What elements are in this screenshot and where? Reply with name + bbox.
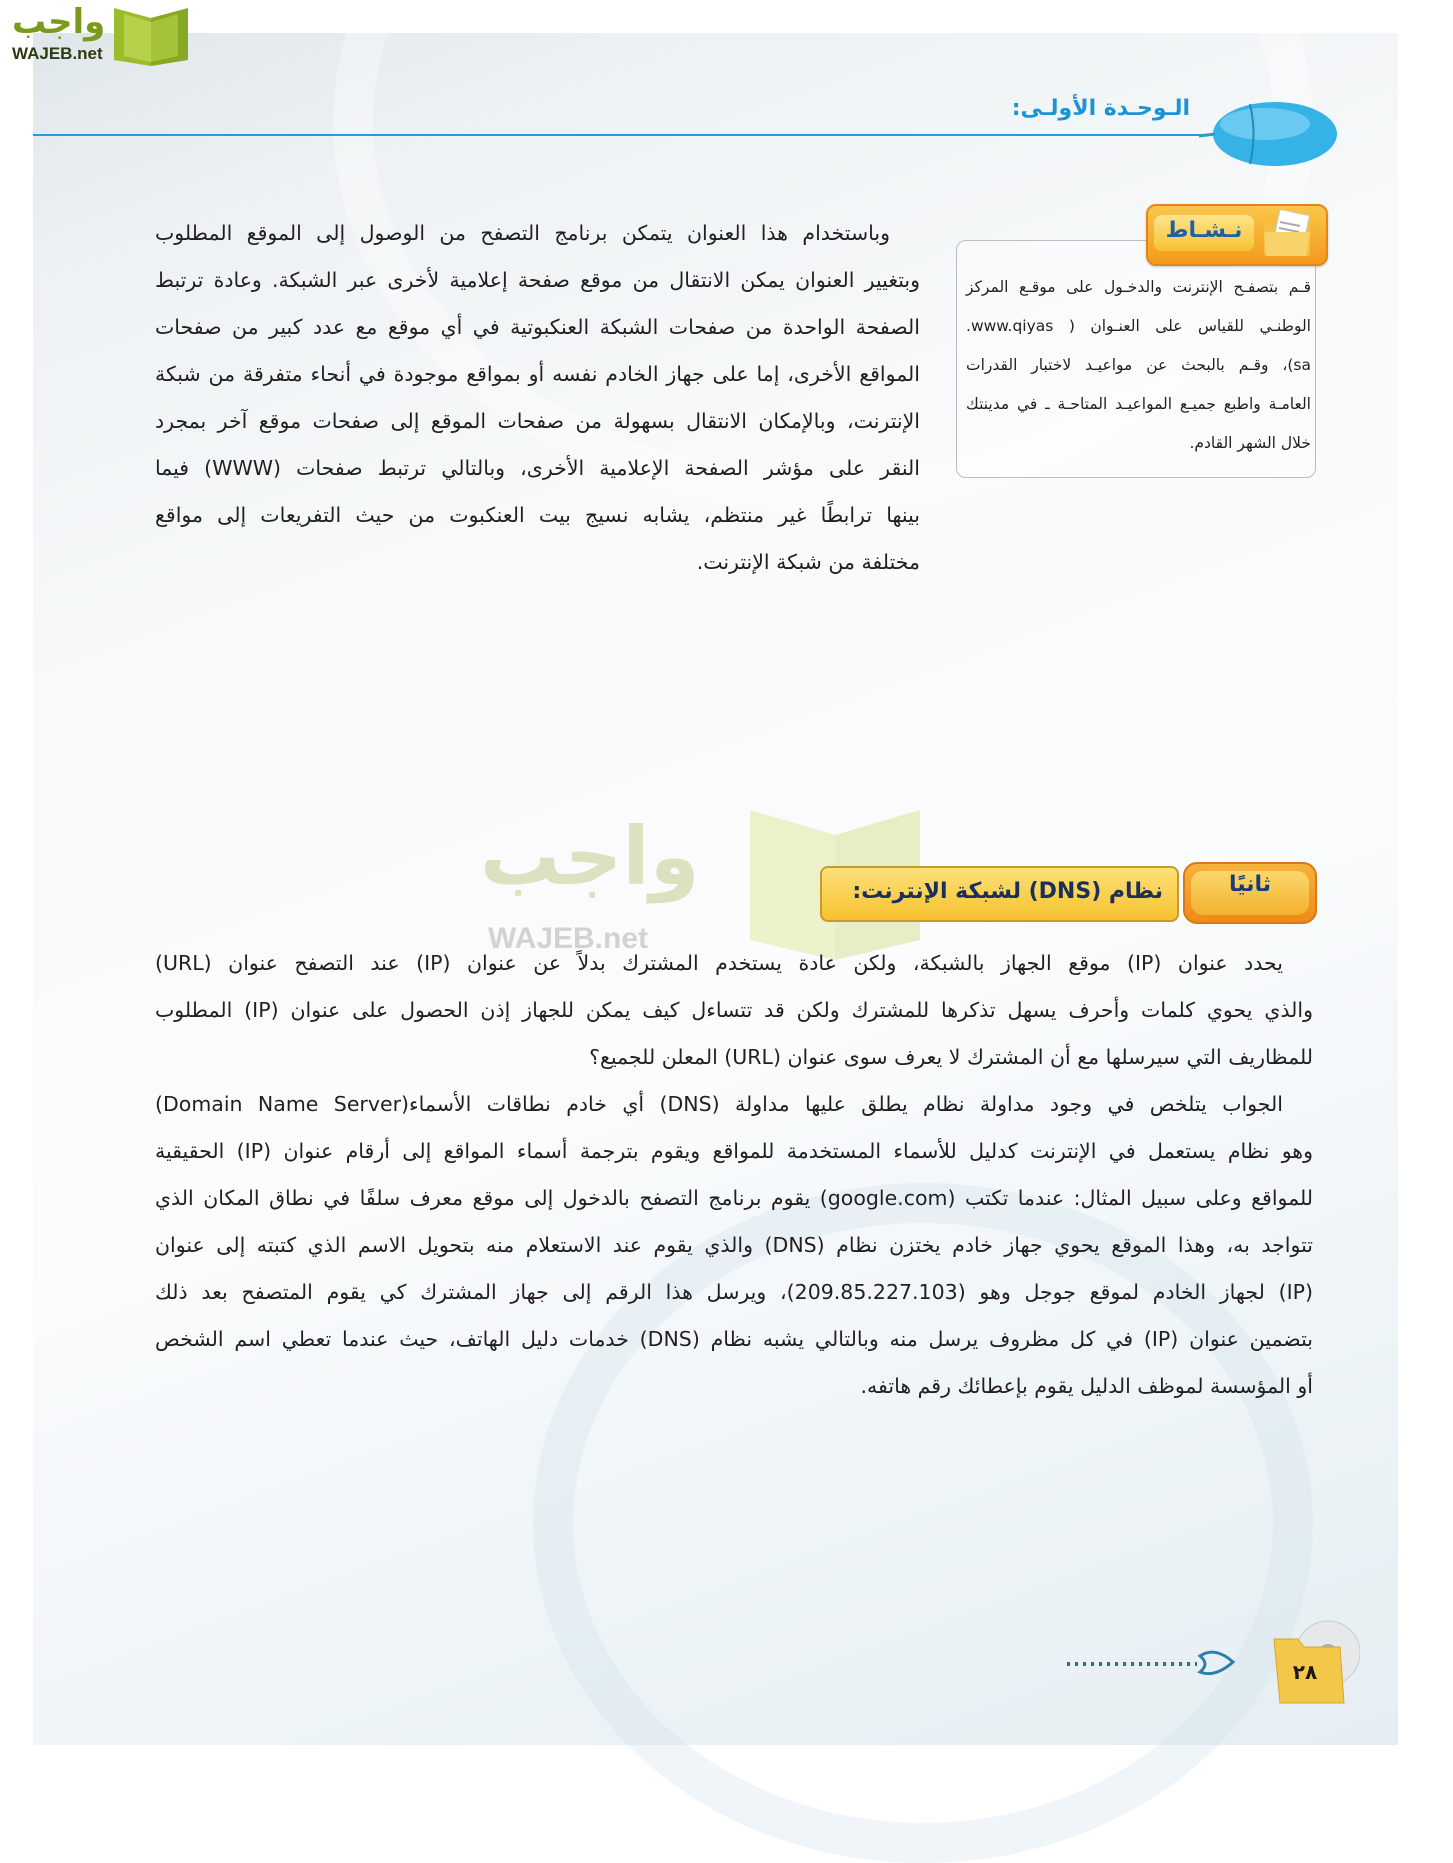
book-icon bbox=[110, 6, 192, 68]
activity-line: sa)، وقـم بالبحث عن مواعيـد لاختبار القدرات bbox=[966, 356, 1311, 374]
logo-english: WAJEB.net bbox=[12, 44, 103, 63]
text-line: مختلفة من شبكة الإنترنت. bbox=[696, 550, 920, 574]
text-line: والذي يحوي كلمات وأحرف يسهل تذكرها للمشترك ولكن قد تتساءل كيف يمكن للجهاز إذن الحصول على عنوان (IP) المطلوب bbox=[155, 998, 1313, 1022]
text-line: بينها ترابطًا غير منتظم، يشابه نسيج بيت العنكبوت من حيث التفريعات إلى مواقع bbox=[155, 503, 920, 527]
text-line: وبتغيير العنوان يمكن الانتقال من موقع صفحة إعلامية لأخرى عبر الشبكة. وعادة ترتبط bbox=[155, 268, 920, 292]
page-number: ٢٨ bbox=[1292, 1660, 1318, 1684]
header-divider bbox=[33, 134, 1223, 136]
text-line: الإنترنت، وبالإمكان الانتقال بسهولة من صفحات الموقع إلى صفحات موقع آخر بمجرد bbox=[155, 409, 920, 433]
paragraph-ip-url bbox=[155, 940, 1313, 1081]
activity-line: الوطنـي للقياس على العنـوان ( www.qiyas. bbox=[966, 317, 1311, 335]
activity-text bbox=[966, 268, 1311, 463]
text-line: للمواقع وعلى سبيل المثال: عندما تكتب (google.com) يقوم برنامج التصفح بالدخول إلى موقع معرف سلفًا في نطاق المكان الذي bbox=[155, 1186, 1313, 1210]
watermark-arabic: واجب bbox=[480, 810, 700, 903]
text-line: النقر على مؤشر الصفحة الإعلامية الأخرى، وبالتالي ترتبط صفحات (WWW) فيما bbox=[155, 456, 920, 480]
text-line: أو المؤسسة لموظف الدليل يقوم بإعطائك رقم هاتفه. bbox=[860, 1374, 1313, 1398]
paragraph-www bbox=[155, 210, 920, 586]
text-line: الجواب يتلخص في وجود مداولة نظام يطلق عليها مداولة (DNS) أي خادم نطاقات الأسماء(Domain Name Server) bbox=[155, 1092, 1283, 1116]
paragraph-dns bbox=[155, 1081, 1313, 1410]
section-number-label: ثانيًا bbox=[1228, 872, 1272, 897]
activity-badge bbox=[1146, 204, 1328, 266]
unit-title: الـوحـدة الأولـى: bbox=[1011, 96, 1190, 121]
text-line: (IP) لجهاز الخادم لموقع جوجل وهو (209.85.227.103)، ويرسل هذا الرقم إلى جهاز المشترك كي يقوم المتصفح بعد ذلك bbox=[155, 1280, 1314, 1304]
logo-arabic: واجب bbox=[12, 2, 106, 42]
activity-line: العامـة واطبع جميـع المواعيـد المتاحـة ـ في مدينتك bbox=[966, 395, 1311, 413]
section-title: نظام (DNS) لشبكة الإنترنت: bbox=[852, 879, 1163, 904]
activity-line: قـم بتصفـح الإنترنت والدخـول على موقـع المركز bbox=[966, 278, 1311, 296]
text-line: للمظاريف التي سيرسلها مع أن المشترك لا يعرف سوى عنوان (URL) المعلن للجميع؟ bbox=[589, 1045, 1313, 1069]
folder-document-icon bbox=[1260, 210, 1316, 260]
section-title-box bbox=[820, 866, 1179, 922]
text-line: وباستخدام هذا العنوان يتمكن برنامج التصفح من الوصول إلى الموقع المطلوب bbox=[155, 221, 890, 245]
text-line: يحدد عنوان (IP) موقع الجهاز بالشبكة، ولكن عادة يستخدم المشترك بدلاً عن عنوان (IP) عند التصفح عنوان (URL) bbox=[155, 951, 1283, 975]
activity-label: نـشـاط bbox=[1165, 218, 1243, 243]
text-line: وهو نظام يستعمل في الإنترنت كدليل للأسماء المستخدمة للمواقع ويقوم بترجمة أسماء المواقع إلى أرقام عنوان (IP) الحقيقية bbox=[155, 1139, 1313, 1163]
text-line: بتضمين عنوان (IP) في كل مظروف يرسل منه وبالتالي يشبه نظام (DNS) خدمات دليل الهاتف، حيث عندما تعطي اسم الشخص bbox=[155, 1327, 1313, 1351]
computer-mouse-icon bbox=[1195, 96, 1340, 171]
text-line: المواقع الأخرى، إما على جهاز الخادم نفسه أو بمواقع موجودة في أنحاء متفرقة من شبكة bbox=[155, 362, 920, 386]
watermark-english: WAJEB.net bbox=[488, 922, 649, 955]
next-arrow-icon bbox=[1065, 1640, 1245, 1685]
wajeb-logo[interactable] bbox=[8, 4, 193, 68]
activity-line: خلال الشهر القادم. bbox=[1189, 434, 1311, 452]
section-number-badge bbox=[1183, 862, 1317, 924]
text-line: الصفحة الواحدة من صفحات الشبكة العنكبوتية في أي موقع مع عدد كبير من صفحات bbox=[155, 315, 920, 339]
text-line: تتواجد به، وهذا الموقع يحوي جهاز خادم يختزن نظام (DNS) والذي يقوم عند الاستعلام منه بتحويل الاسم الذي كتبته إلى عنوان bbox=[155, 1233, 1313, 1257]
